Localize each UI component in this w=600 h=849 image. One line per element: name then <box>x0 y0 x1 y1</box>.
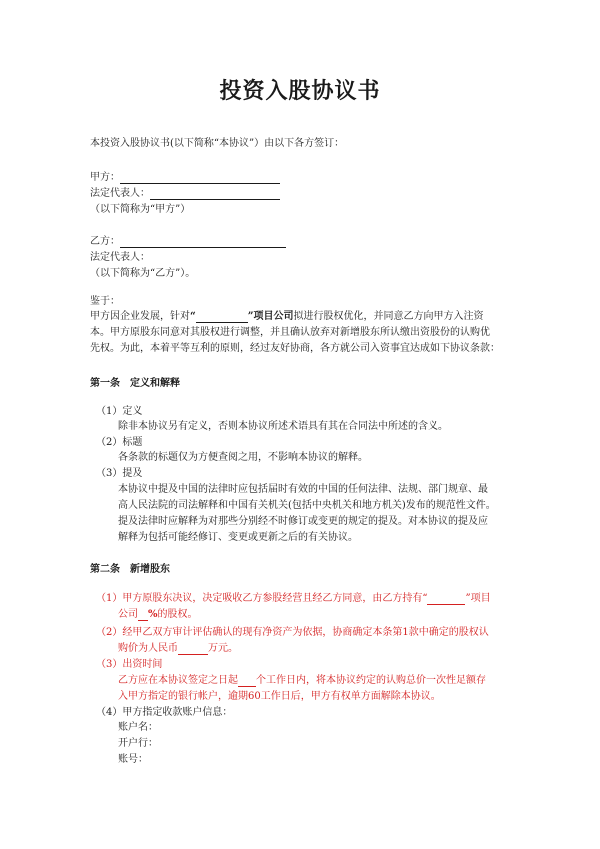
workdays-blank <box>238 676 256 687</box>
whereas-line-1a: 甲方因企业发展，针对 <box>90 311 190 322</box>
whereas-line-1b: 拟进行股权优化，并同意乙方向甲方入注资 <box>293 311 484 322</box>
party-b-blank <box>120 237 286 248</box>
article-2-item-2-line-2 <box>118 643 238 655</box>
party-a-alias: （以下简称为“甲方”） <box>90 204 191 215</box>
party-a-rep-blank <box>150 189 280 200</box>
party-a-label: 甲方： <box>90 172 120 183</box>
article-1-item-3-label: （3）提及 <box>96 468 143 479</box>
article-2-item-3a: 乙方应在本协议签定之日起 <box>118 675 238 686</box>
whereas-label: 鉴于： <box>90 296 120 307</box>
party-b-label: 乙方： <box>90 236 120 247</box>
article-2-item-3-line-1 <box>118 675 486 687</box>
price-blank <box>178 644 208 655</box>
party-a-blank <box>120 173 280 184</box>
intro-text: 本投资入股协议书(以下简称“本协议”）由以下各方签订： <box>90 138 345 149</box>
account-name-label: 账户名： <box>118 722 158 733</box>
bank-label: 开户行： <box>118 738 158 749</box>
account-number-label: 账号： <box>118 754 148 765</box>
article-2-item-3b: 个工作日内，将本协议约定的认购总价一次性足额存 <box>256 675 486 686</box>
article-2-item-1b: ”项目 <box>465 593 491 604</box>
article-2-item-1a: （1）甲方原股东决议，决定吸收乙方参股经营且经乙方同意，由乙方持有“ <box>96 593 428 604</box>
article-1-item-1-label: （1）定义 <box>96 406 143 417</box>
party-b-rep-row <box>90 252 150 264</box>
article-1-item-3-line-4: 解释为包括可能经修订、变更或更新之后的有关协议。 <box>118 532 358 543</box>
article-2-item-3-line-2: 入甲方指定的银行帐户，逾期60工作日后，甲方有权单方面解除本协议。 <box>118 691 441 702</box>
party-b-alias: （以下简称为“乙方”）。 <box>90 268 196 279</box>
quote-open: “ <box>190 311 196 322</box>
percent-sign: % <box>148 609 158 620</box>
article-1-heading: 第一条 定义和解释 <box>90 378 180 389</box>
article-2-heading: 第二条 新增股东 <box>90 564 170 575</box>
whereas-line-1 <box>90 311 484 323</box>
whereas-line-2: 本。甲方原股东同意对其股权进行调整，并且确认放弃对新增股东所认缴出资股份的认购优 <box>90 327 490 338</box>
article-1-item-3-line-2: 高人民法院的司法解释和中国有关机关(包括中央机关和地方机关)发布的规范性文件。 <box>118 500 496 511</box>
article-2-item-1d: 的股权。 <box>157 609 198 620</box>
article-2-item-1-line-2 <box>118 609 198 621</box>
party-b-rep-label: 法定代表人： <box>90 252 150 263</box>
article-1-item-3-line-3: 提及法律时应解释为对那些分别经不时修订或变更的规定的提及。对本协议的提及应 <box>118 516 488 527</box>
party-a-row <box>90 172 280 184</box>
whereas-line-3: 先权。为此，本着平等互利的原则，经过友好协商，各方就公司入资事宜达成如下协议条款： <box>90 343 500 354</box>
party-a-rep-row <box>90 188 280 200</box>
article-2-item-1c: 公司 <box>118 609 138 620</box>
document-title: 投资入股协议书 <box>219 78 381 104</box>
article-2-item-1-line-1 <box>96 593 491 605</box>
project-name-blank <box>196 312 248 323</box>
party-b-row <box>90 236 286 248</box>
project-company-label: ”项目公司 <box>247 311 294 322</box>
article-2-item-2b: 购价为人民币 <box>118 643 178 654</box>
article-1-item-1-text: 除非本协议另有定义，否则本协议所述术语具有其在合同法中所述的含义。 <box>118 421 448 432</box>
article-2-item-4-label: （4）甲方指定收款账户信息： <box>96 707 233 718</box>
project-blank <box>427 594 465 605</box>
article-2-item-2c: 万元。 <box>208 643 238 654</box>
party-a-rep-label: 法定代表人： <box>90 188 150 199</box>
article-2-item-2-line-1: （2）经甲乙双方审计评估确认的现有净资产为依据，协商确定本条第1款中确定的股权认 <box>96 627 489 638</box>
article-1-item-2-text: 各条款的标题仅为方便查阅之用，不影响本协议的解释。 <box>118 452 368 463</box>
article-2-item-3-label: （3）出资时间 <box>96 659 163 670</box>
article-1-item-3-line-1: 本协议中提及中国的法律时应包括届时有效的中国的任何法律、法规、部门规章、最 <box>118 484 488 495</box>
article-1-item-2-label: （2）标题 <box>96 437 143 448</box>
percent-blank <box>138 610 148 621</box>
